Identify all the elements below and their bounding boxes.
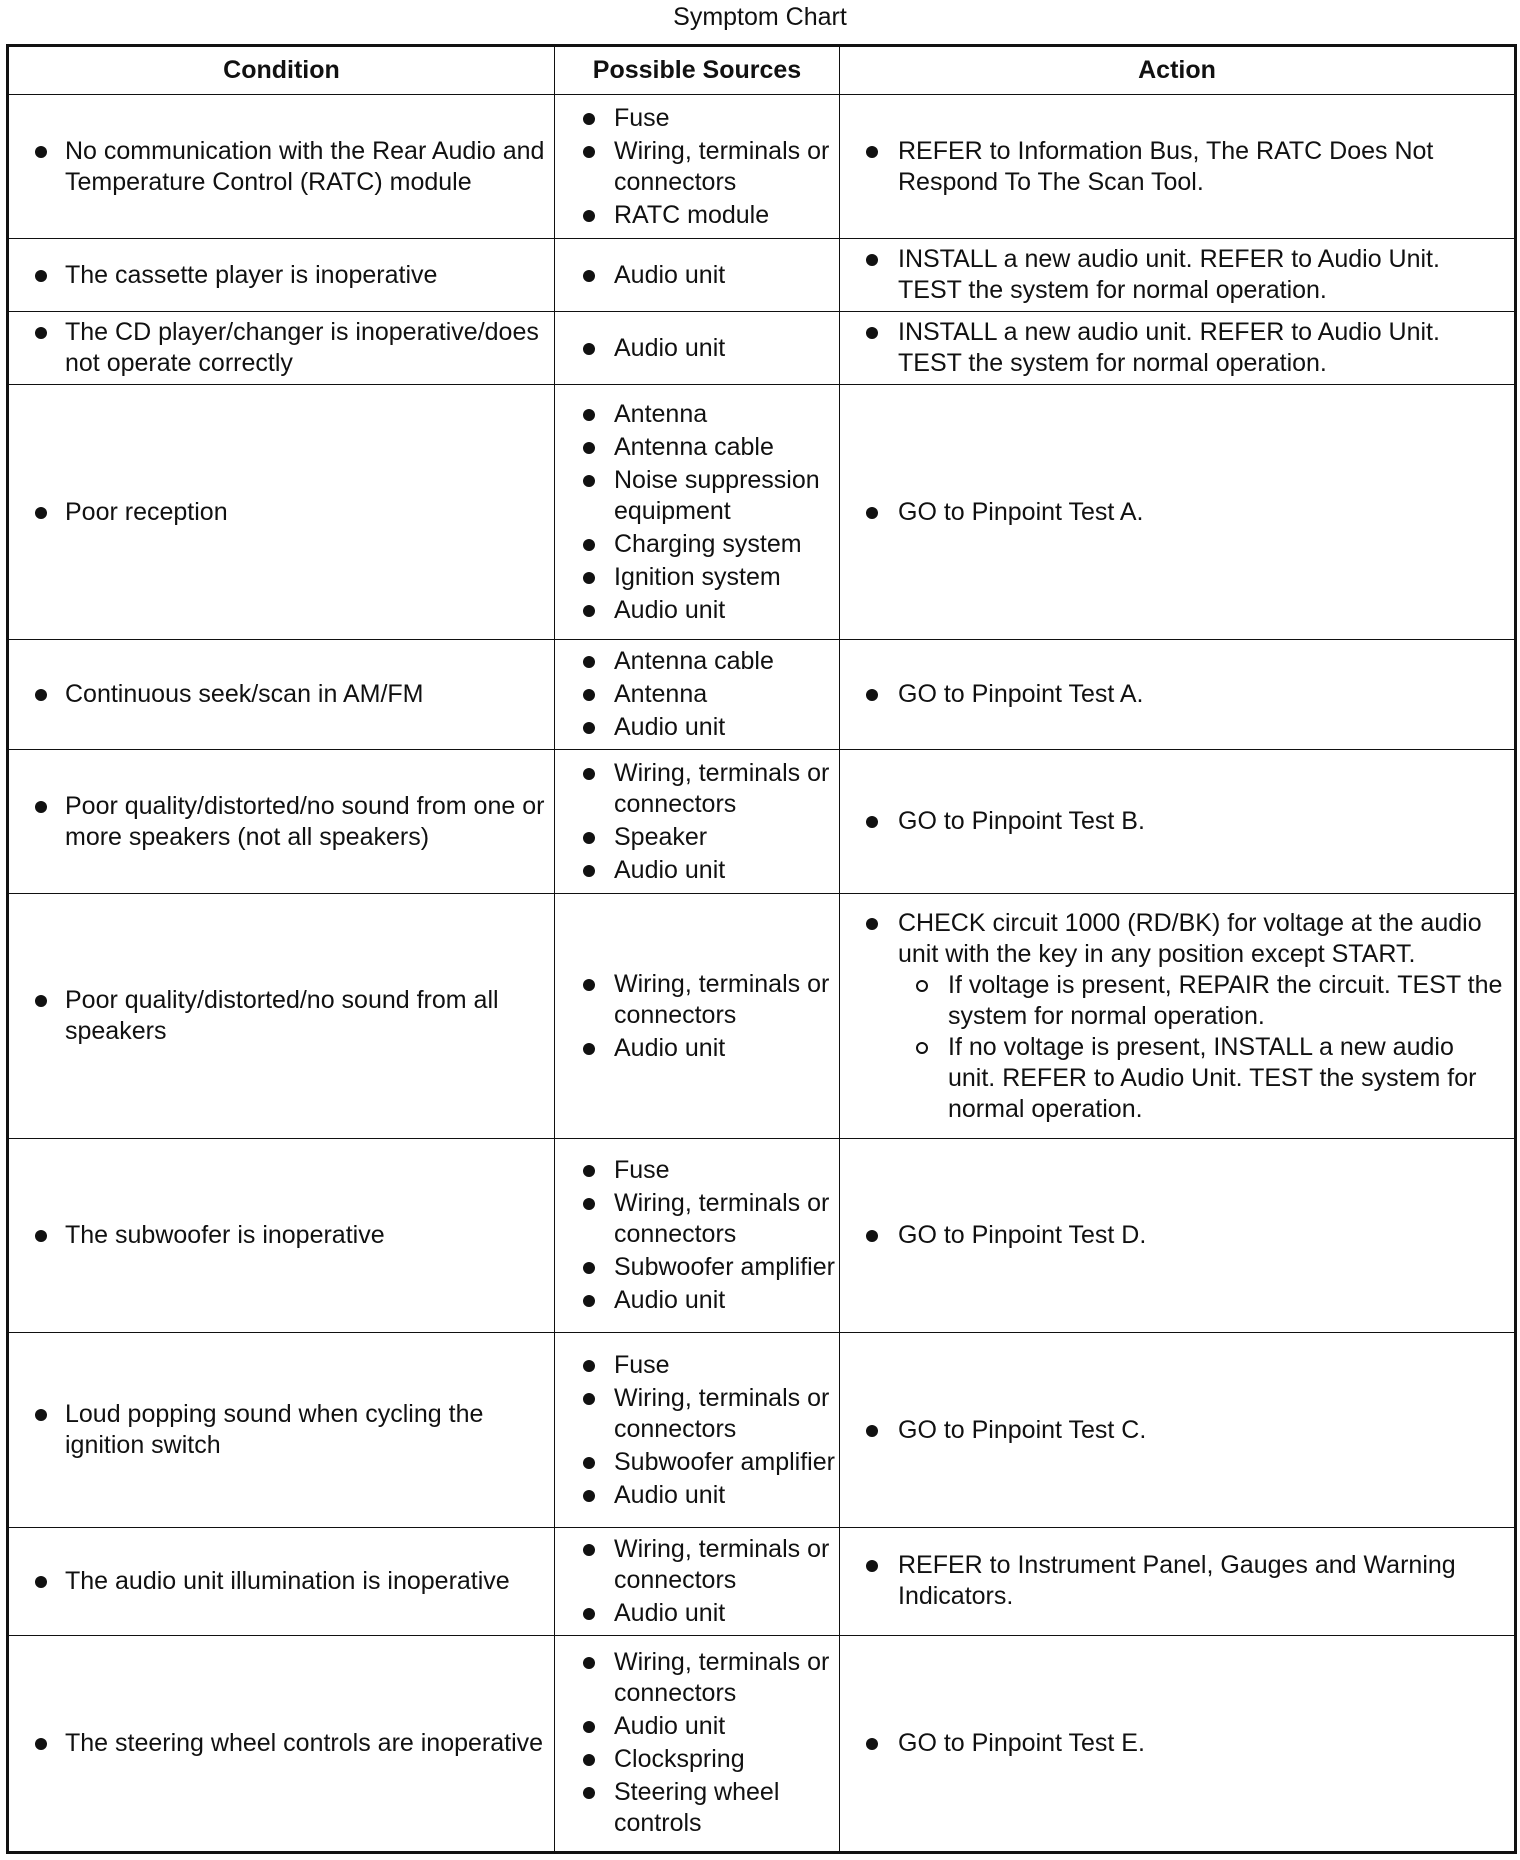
list-item	[555, 136, 839, 198]
bullet-icon	[583, 270, 595, 282]
action-cell-text: GO to Pinpoint Test C.	[898, 1415, 1147, 1444]
bullet-icon	[583, 865, 595, 877]
bullet-icon	[583, 409, 595, 421]
sub-item-text: If voltage is present, REPAIR the circuit. TEST the system for normal operation.	[948, 970, 1503, 1030]
bullet-icon	[583, 1262, 595, 1274]
sources-cell	[555, 750, 840, 894]
sources-cell-text: Fuse	[614, 1155, 670, 1184]
table-body	[8, 95, 1516, 1853]
bullet-icon	[35, 1738, 47, 1750]
table-row	[8, 1635, 1516, 1852]
list-item	[555, 260, 839, 291]
bullet-icon	[583, 656, 595, 668]
list-item	[555, 1155, 839, 1186]
list-item	[840, 1728, 1514, 1759]
bullet-icon	[866, 1425, 878, 1437]
action-cell	[840, 750, 1516, 894]
list-item	[555, 758, 839, 820]
list-item	[9, 1566, 554, 1597]
page-title: Symptom Chart	[673, 3, 847, 31]
list-item	[555, 1777, 839, 1839]
list-item	[840, 1550, 1514, 1612]
bullet-icon	[583, 1198, 595, 1210]
condition-cell-text: No communication with the Rear Audio and Temperature Control (RATC) module	[65, 136, 545, 196]
bullet-icon	[35, 507, 47, 519]
action-cell	[840, 1635, 1516, 1852]
sources-cell	[555, 312, 840, 385]
bullet-icon	[583, 572, 595, 584]
sources-cell-text: Audio unit	[614, 1480, 726, 1509]
sub-list-item	[898, 1032, 1504, 1125]
bullet-icon	[583, 1360, 595, 1372]
action-cell-text: REFER to Information Bus, The RATC Does Not Respond To The Scan Tool.	[898, 136, 1434, 196]
bullet-icon	[35, 327, 47, 339]
action-cell-text: INSTALL a new audio unit. REFER to Audio Unit. TEST the system for normal operation.	[898, 318, 1440, 378]
bullet-icon	[866, 327, 878, 339]
bullet-icon	[583, 1657, 595, 1669]
condition-cell	[8, 894, 555, 1138]
header-condition: Condition	[8, 46, 555, 95]
sources-cell-text: Audio unit	[614, 1033, 726, 1062]
condition-cell-text: Loud popping sound when cycling the ignition switch	[65, 1400, 484, 1460]
list-item	[840, 1220, 1514, 1251]
condition-cell	[8, 1138, 555, 1333]
list-item	[555, 1252, 839, 1283]
bullet-icon	[866, 1738, 878, 1750]
sources-cell-text: Wiring, terminals or connectors	[614, 969, 830, 1029]
action-cell-text: GO to Pinpoint Test A.	[898, 680, 1144, 709]
bullet-icon	[583, 343, 595, 355]
table-row	[8, 640, 1516, 750]
list-item	[555, 1033, 839, 1064]
sources-cell-text: Antenna cable	[614, 432, 774, 461]
condition-cell-text: The subwoofer is inoperative	[65, 1220, 385, 1249]
sub-list-item	[898, 970, 1504, 1032]
sources-cell-text: Audio unit	[614, 595, 726, 624]
list-item	[555, 1711, 839, 1742]
table-row	[8, 385, 1516, 640]
bullet-icon	[583, 1490, 595, 1502]
bullet-icon	[35, 1409, 47, 1421]
sources-cell-text: Steering wheel controls	[614, 1778, 780, 1838]
action-cell-text: INSTALL a new audio unit. REFER to Audio Unit. TEST the system for normal operation.	[898, 245, 1440, 305]
list-item	[555, 1285, 839, 1316]
table-header-row	[8, 46, 1516, 95]
sources-cell-text: Audio unit	[614, 333, 726, 362]
sub-list	[898, 970, 1504, 1125]
list-item	[9, 679, 554, 710]
bullet-icon	[583, 113, 595, 125]
bullet-icon	[583, 1457, 595, 1469]
sources-cell-text: Antenna	[614, 680, 708, 709]
bullet-icon	[35, 995, 47, 1007]
list-item	[555, 1447, 839, 1478]
bullet-icon	[583, 442, 595, 454]
sources-cell-text: Charging system	[614, 529, 802, 558]
list-item	[555, 646, 839, 677]
list-item	[9, 985, 554, 1047]
action-cell-text: REFER to Instrument Panel, Gauges and Warning Indicators.	[898, 1551, 1456, 1611]
condition-cell	[8, 239, 555, 312]
bullet-icon	[583, 539, 595, 551]
header-action: Action	[840, 46, 1516, 95]
sources-cell-text: Audio unit	[614, 1285, 726, 1314]
list-item	[840, 908, 1514, 1125]
sources-cell	[555, 1635, 840, 1852]
bullet-icon	[583, 1165, 595, 1177]
bullet-icon	[866, 254, 878, 266]
bullet-icon	[866, 507, 878, 519]
list-item	[840, 806, 1514, 837]
list-item	[840, 679, 1514, 710]
sources-cell	[555, 1333, 840, 1528]
hollow-bullet-icon	[916, 1042, 928, 1054]
list-item	[555, 399, 839, 430]
list-item	[840, 497, 1514, 528]
bullet-icon	[35, 689, 47, 701]
list-item	[9, 1220, 554, 1251]
list-item	[555, 200, 839, 231]
bullet-icon	[866, 816, 878, 828]
bullet-icon	[583, 832, 595, 844]
hollow-bullet-icon	[916, 980, 928, 992]
action-cell-text: GO to Pinpoint Test A.	[898, 497, 1144, 526]
action-cell	[840, 1528, 1516, 1635]
list-item	[555, 679, 839, 710]
list-item	[555, 1534, 839, 1596]
condition-cell-text: The cassette player is inoperative	[65, 260, 438, 289]
list-item	[555, 969, 839, 1031]
sources-cell-text: Wiring, terminals or connectors	[614, 1188, 830, 1248]
list-item	[555, 1350, 839, 1381]
sources-cell-text: Fuse	[614, 103, 670, 132]
list-item	[555, 1480, 839, 1511]
condition-cell-text: Continuous seek/scan in AM/FM	[65, 680, 424, 709]
table-row	[8, 312, 1516, 385]
bullet-icon	[866, 689, 878, 701]
symptom-table	[6, 44, 1517, 1854]
bullet-icon	[35, 801, 47, 813]
condition-cell	[8, 750, 555, 894]
sources-cell-text: Audio unit	[614, 855, 726, 884]
sources-cell-text: Audio unit	[614, 260, 726, 289]
list-item	[9, 136, 554, 198]
condition-cell	[8, 1333, 555, 1528]
list-item	[555, 465, 839, 527]
table-row	[8, 750, 1516, 894]
list-item	[555, 333, 839, 364]
list-item	[555, 1744, 839, 1775]
condition-cell	[8, 640, 555, 750]
sub-item-text: If no voltage is present, INSTALL a new audio unit. REFER to Audio Unit. TEST the system for normal operation.	[948, 1032, 1477, 1123]
condition-cell-text: Poor quality/distorted/no sound from one or more speakers (not all speakers)	[65, 791, 545, 851]
sources-cell-text: Wiring, terminals or connectors	[614, 1534, 830, 1594]
bullet-icon	[583, 768, 595, 780]
sources-cell-text: Wiring, terminals or connectors	[614, 136, 830, 196]
condition-cell	[8, 1635, 555, 1852]
sources-cell-text: Audio unit	[614, 1712, 726, 1741]
sources-cell-text: Clockspring	[614, 1745, 745, 1774]
sources-cell-text: Wiring, terminals or connectors	[614, 1383, 830, 1443]
sources-cell-text: Ignition system	[614, 562, 781, 591]
sources-cell-text: Antenna	[614, 399, 708, 428]
bullet-icon	[35, 1230, 47, 1242]
sources-cell-text: Wiring, terminals or connectors	[614, 1648, 830, 1708]
list-item	[840, 136, 1514, 198]
bullet-icon	[583, 1754, 595, 1766]
list-item	[555, 1383, 839, 1445]
action-cell-text: GO to Pinpoint Test B.	[898, 807, 1145, 836]
list-item	[555, 855, 839, 886]
bullet-icon	[866, 1560, 878, 1572]
bullet-icon	[583, 1721, 595, 1733]
bullet-icon	[583, 1043, 595, 1055]
condition-cell-text: The CD player/changer is inoperative/does not operate correctly	[65, 318, 539, 378]
sources-cell-text: Wiring, terminals or connectors	[614, 758, 830, 818]
action-cell	[840, 312, 1516, 385]
list-item	[9, 260, 554, 291]
list-item	[555, 1188, 839, 1250]
action-cell	[840, 640, 1516, 750]
action-cell	[840, 385, 1516, 640]
condition-cell-text: The steering wheel controls are inoperative	[65, 1728, 544, 1757]
list-item	[555, 562, 839, 593]
action-cell	[840, 894, 1516, 1138]
sources-cell	[555, 385, 840, 640]
list-item	[555, 103, 839, 134]
bullet-icon	[35, 270, 47, 282]
sources-cell	[555, 95, 840, 239]
sources-cell-text: Fuse	[614, 1350, 670, 1379]
sources-cell	[555, 1528, 840, 1635]
sources-cell-text: Noise suppression equipment	[614, 465, 820, 525]
sources-cell	[555, 1138, 840, 1333]
action-cell	[840, 1138, 1516, 1333]
sources-cell	[555, 894, 840, 1138]
list-item	[9, 317, 554, 379]
bullet-icon	[583, 722, 595, 734]
action-cell-text: GO to Pinpoint Test D.	[898, 1220, 1147, 1249]
sources-cell-text: Subwoofer amplifier	[614, 1252, 835, 1281]
condition-cell	[8, 385, 555, 640]
bullet-icon	[583, 475, 595, 487]
sources-cell	[555, 640, 840, 750]
action-cell	[840, 95, 1516, 239]
table-row	[8, 1333, 1516, 1528]
condition-cell-text: Poor quality/distorted/no sound from all speakers	[65, 986, 499, 1046]
condition-cell	[8, 95, 555, 239]
bullet-icon	[583, 689, 595, 701]
bullet-icon	[583, 1393, 595, 1405]
sources-cell-text: Speaker	[614, 822, 708, 851]
list-item	[840, 1415, 1514, 1446]
condition-cell-text: Poor reception	[65, 497, 228, 526]
action-cell	[840, 239, 1516, 312]
bullet-icon	[583, 605, 595, 617]
table-row	[8, 894, 1516, 1138]
list-item	[555, 432, 839, 463]
bullet-icon	[866, 146, 878, 158]
action-cell-text: GO to Pinpoint Test E.	[898, 1728, 1145, 1757]
list-item	[555, 529, 839, 560]
list-item	[555, 1598, 839, 1629]
bullet-icon	[583, 210, 595, 222]
sources-cell-text: Antenna cable	[614, 647, 774, 676]
condition-cell-text: The audio unit illumination is inoperative	[65, 1566, 510, 1595]
sources-cell-text: Subwoofer amplifier	[614, 1447, 835, 1476]
list-item	[9, 791, 554, 853]
bullet-icon	[866, 1230, 878, 1242]
table-row	[8, 1528, 1516, 1635]
list-item	[9, 497, 554, 528]
bullet-icon	[583, 146, 595, 158]
list-item	[9, 1399, 554, 1461]
header-possible-sources: Possible Sources	[555, 46, 840, 95]
list-item	[9, 1728, 554, 1759]
bullet-icon	[866, 918, 878, 930]
bullet-icon	[583, 1544, 595, 1556]
bullet-icon	[583, 1295, 595, 1307]
condition-cell	[8, 1528, 555, 1635]
sources-cell-text: Audio unit	[614, 713, 726, 742]
bullet-icon	[583, 1608, 595, 1620]
bullet-icon	[583, 1787, 595, 1799]
list-item	[840, 317, 1514, 379]
list-item	[555, 712, 839, 743]
table-row	[8, 239, 1516, 312]
table-row	[8, 95, 1516, 239]
sources-cell-text: Audio unit	[614, 1598, 726, 1627]
action-cell	[840, 1333, 1516, 1528]
list-item	[840, 244, 1514, 306]
list-item	[555, 822, 839, 853]
list-item	[555, 595, 839, 626]
sources-cell	[555, 239, 840, 312]
sources-cell-text: RATC module	[614, 200, 770, 229]
list-item	[555, 1647, 839, 1709]
condition-cell	[8, 312, 555, 385]
bullet-icon	[35, 146, 47, 158]
bullet-icon	[583, 979, 595, 991]
action-cell-text: CHECK circuit 1000 (RD/BK) for voltage at the audio unit with the key in any position except START.	[898, 908, 1482, 968]
bullet-icon	[35, 1576, 47, 1588]
table-row	[8, 1138, 1516, 1333]
